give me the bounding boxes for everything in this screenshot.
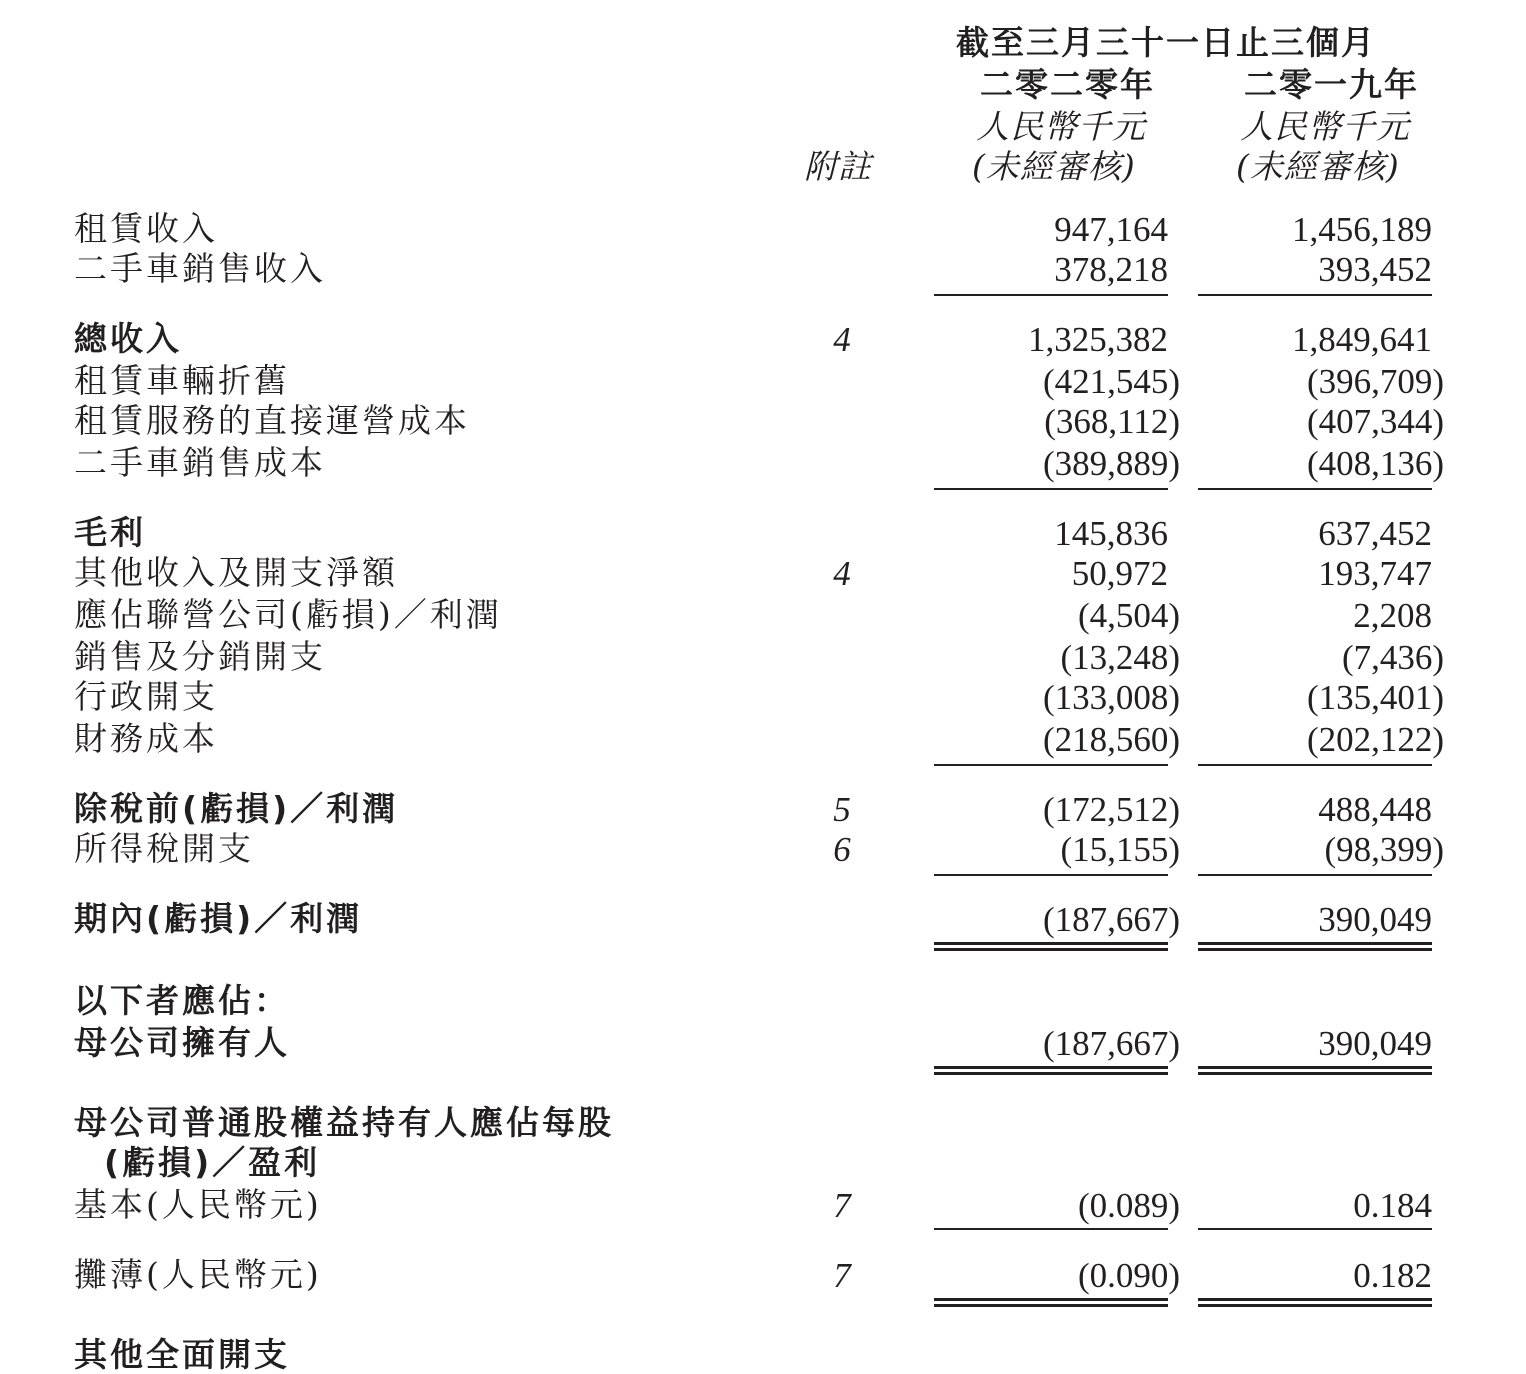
row-label: 以下者應佔：	[74, 981, 290, 1020]
audit-2019: (未經審核)	[1236, 147, 1400, 186]
value-2019: 1,456,189	[1292, 210, 1432, 249]
value-2019: (396,709)	[1306, 362, 1444, 401]
value-2020: (133,008)	[1042, 678, 1180, 717]
subtotal-rule	[1198, 874, 1432, 876]
row-label: (虧損)／盈利	[104, 1143, 321, 1182]
note-ref: 4	[833, 554, 851, 593]
value-2020: (0.090)	[1077, 1256, 1180, 1295]
note-ref: 7	[833, 1256, 851, 1295]
subtotal-rule	[1198, 764, 1432, 766]
row-label: 其他全面開支	[74, 1335, 290, 1374]
subtotal-rule	[934, 874, 1168, 876]
value-2019: 637,452	[1318, 514, 1432, 553]
subtotal-rule	[934, 764, 1168, 766]
year-2019-heading: 二零一九年	[1244, 65, 1419, 104]
value-2019: 1,849,641	[1292, 320, 1432, 359]
total-double-rule	[1198, 1066, 1432, 1075]
value-2020: (172,512)	[1042, 790, 1180, 829]
row-label: 租賃車輛折舊	[74, 361, 290, 400]
subtotal-rule	[1198, 294, 1432, 296]
notes-column-heading: 附註	[804, 147, 872, 186]
note-ref: 5	[833, 790, 851, 829]
total-double-rule	[934, 1066, 1168, 1075]
value-2019: 393,452	[1318, 250, 1432, 289]
value-2020: 947,164	[1054, 210, 1168, 249]
value-2020: (0.089)	[1077, 1186, 1180, 1225]
row-label: 毛利	[74, 513, 146, 552]
row-label: 行政開支	[74, 677, 218, 716]
value-2019: 193,747	[1318, 554, 1432, 593]
value-2020: 1,325,382	[1028, 320, 1168, 359]
value-2020: (13,248)	[1060, 638, 1180, 677]
row-label: 攤薄(人民幣元)	[74, 1255, 322, 1294]
subtotal-rule	[934, 488, 1168, 490]
row-label: 母公司擁有人	[74, 1023, 290, 1062]
value-2019: 390,049	[1318, 1024, 1432, 1063]
value-2020: (421,545)	[1042, 362, 1180, 401]
row-label: 財務成本	[74, 719, 218, 758]
total-double-rule	[934, 1298, 1168, 1307]
audit-2020: (未經審核)	[972, 147, 1136, 186]
value-2020: 378,218	[1054, 250, 1168, 289]
value-2019: (98,399)	[1324, 830, 1444, 869]
row-label: 二手車銷售收入	[74, 249, 326, 288]
value-2020: 145,836	[1054, 514, 1168, 553]
value-2020: (368,112)	[1044, 402, 1180, 441]
row-label: 二手車銷售成本	[74, 443, 326, 482]
subtotal-rule	[934, 294, 1168, 296]
unit-2019: 人民幣千元	[1240, 107, 1410, 146]
note-ref: 6	[833, 830, 851, 869]
value-2020: (389,889)	[1042, 444, 1180, 483]
value-2019: (408,136)	[1306, 444, 1444, 483]
note-ref: 4	[833, 320, 851, 359]
row-label: 除稅前(虧損)／利潤	[74, 789, 399, 828]
row-label: 應佔聯營公司(虧損)／利潤	[74, 595, 502, 634]
row-label: 期內(虧損)／利潤	[74, 899, 363, 938]
row-label: 所得稅開支	[74, 829, 254, 868]
value-2020: 50,972	[1071, 554, 1168, 593]
value-2020: (187,667)	[1042, 900, 1180, 939]
row-label: 母公司普通股權益持有人應佔每股	[74, 1103, 614, 1142]
total-double-rule	[1198, 942, 1432, 951]
total-double-rule	[1198, 1298, 1432, 1307]
row-label: 租賃收入	[74, 209, 218, 248]
row-label: 基本(人民幣元)	[74, 1185, 322, 1224]
value-2019: (7,436)	[1341, 638, 1444, 677]
value-2019: 0.182	[1353, 1256, 1432, 1295]
value-2020: (15,155)	[1060, 830, 1180, 869]
value-2019: 0.184	[1353, 1186, 1432, 1225]
unit-2020: 人民幣千元	[976, 107, 1146, 146]
subtotal-rule	[1198, 1228, 1432, 1230]
value-2019: (407,344)	[1306, 402, 1444, 441]
value-2019: 488,448	[1318, 790, 1432, 829]
period-heading: 截至三月三十一日止三個月	[956, 23, 1376, 62]
row-label: 總收入	[74, 319, 182, 358]
row-label: 其他收入及開支淨額	[74, 553, 398, 592]
row-label: 銷售及分銷開支	[74, 637, 326, 676]
value-2019: 390,049	[1318, 900, 1432, 939]
value-2020: (187,667)	[1042, 1024, 1180, 1063]
value-2019: (135,401)	[1306, 678, 1444, 717]
total-double-rule	[934, 942, 1168, 951]
value-2019: 2,208	[1353, 596, 1432, 635]
subtotal-rule	[934, 1228, 1168, 1230]
value-2019: (202,122)	[1306, 720, 1444, 759]
value-2020: (218,560)	[1042, 720, 1180, 759]
row-label: 租賃服務的直接運營成本	[74, 401, 470, 440]
note-ref: 7	[833, 1186, 851, 1225]
year-2020-heading: 二零二零年	[980, 65, 1155, 104]
subtotal-rule	[1198, 488, 1432, 490]
value-2020: (4,504)	[1077, 596, 1180, 635]
